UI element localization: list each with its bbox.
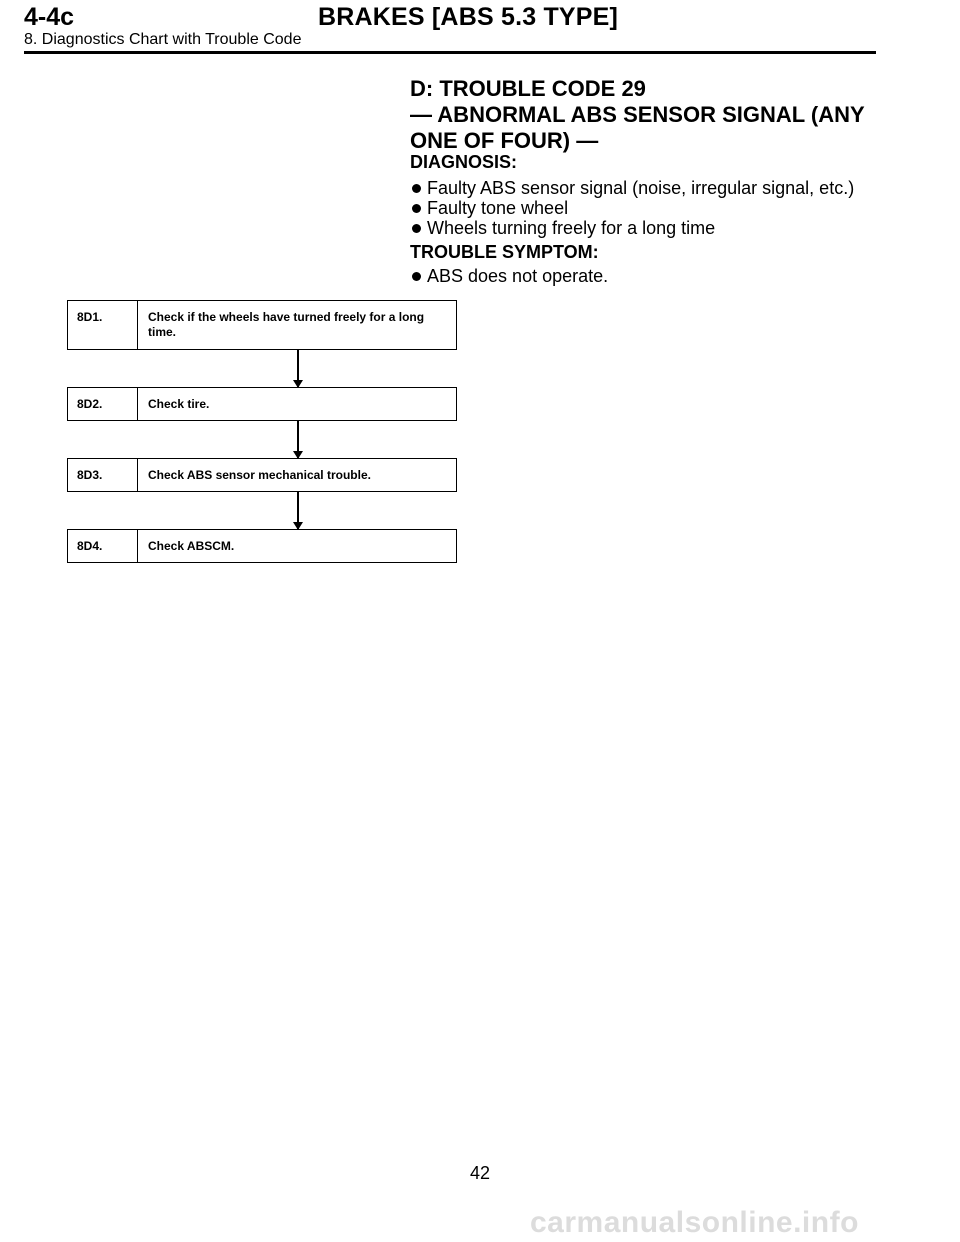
bullet-icon <box>412 204 421 213</box>
step-text: Check if the wheels have turned freely for a long time. <box>148 310 425 339</box>
diagnosis-item-text: Faulty tone wheel <box>427 198 569 218</box>
flow-step-8d4 <box>67 529 457 563</box>
section-code: 4-4c <box>24 3 75 31</box>
symptom-label: TROUBLE SYMPTOM: <box>410 242 599 262</box>
flow-step-8d1 <box>67 300 457 350</box>
step-number: 8D3. <box>68 459 138 491</box>
diagnosis-item <box>410 198 568 218</box>
page-number: 42 <box>469 1163 491 1183</box>
bullet-icon <box>412 224 421 233</box>
step-number: 8D4. <box>68 530 138 562</box>
bullet-icon <box>412 272 421 281</box>
step-text: Check ABSCM. <box>148 539 235 553</box>
header-divider <box>24 51 876 54</box>
diagnosis-item <box>410 218 715 238</box>
title-line: ONE OF FOUR) — <box>410 128 599 153</box>
watermark: carmanualsonline.info <box>530 1206 859 1239</box>
flow-step-8d2 <box>67 387 457 421</box>
bullet-icon <box>412 184 421 193</box>
title-line: — ABNORMAL ABS SENSOR SIGNAL (ANY <box>410 102 865 127</box>
symptom-item-text: ABS does not operate. <box>427 266 609 286</box>
chapter-title: BRAKES [ABS 5.3 TYPE] <box>318 3 619 31</box>
flow-arrow-icon <box>297 492 299 529</box>
step-text: Check ABS sensor mechanical trouble. <box>148 468 371 482</box>
step-number: 8D2. <box>68 388 138 420</box>
chapter-subtitle: 8. Diagnostics Chart with Trouble Code <box>24 31 302 48</box>
trouble-code-title <box>410 76 865 154</box>
flow-arrow-icon <box>297 350 299 387</box>
diagnosis-item <box>410 178 854 198</box>
flow-arrow-icon <box>297 421 299 458</box>
diagnosis-label: DIAGNOSIS: <box>410 152 518 172</box>
step-number: 8D1. <box>68 301 138 349</box>
flow-step-8d3 <box>67 458 457 492</box>
title-line: D: TROUBLE CODE 29 <box>410 76 646 101</box>
diagnosis-item-text: Faulty ABS sensor signal (noise, irregular signal, etc.) <box>427 178 855 198</box>
symptom-item <box>410 266 608 286</box>
step-text: Check tire. <box>148 397 210 411</box>
diagnosis-item-text: Wheels turning freely for a long time <box>427 218 716 238</box>
